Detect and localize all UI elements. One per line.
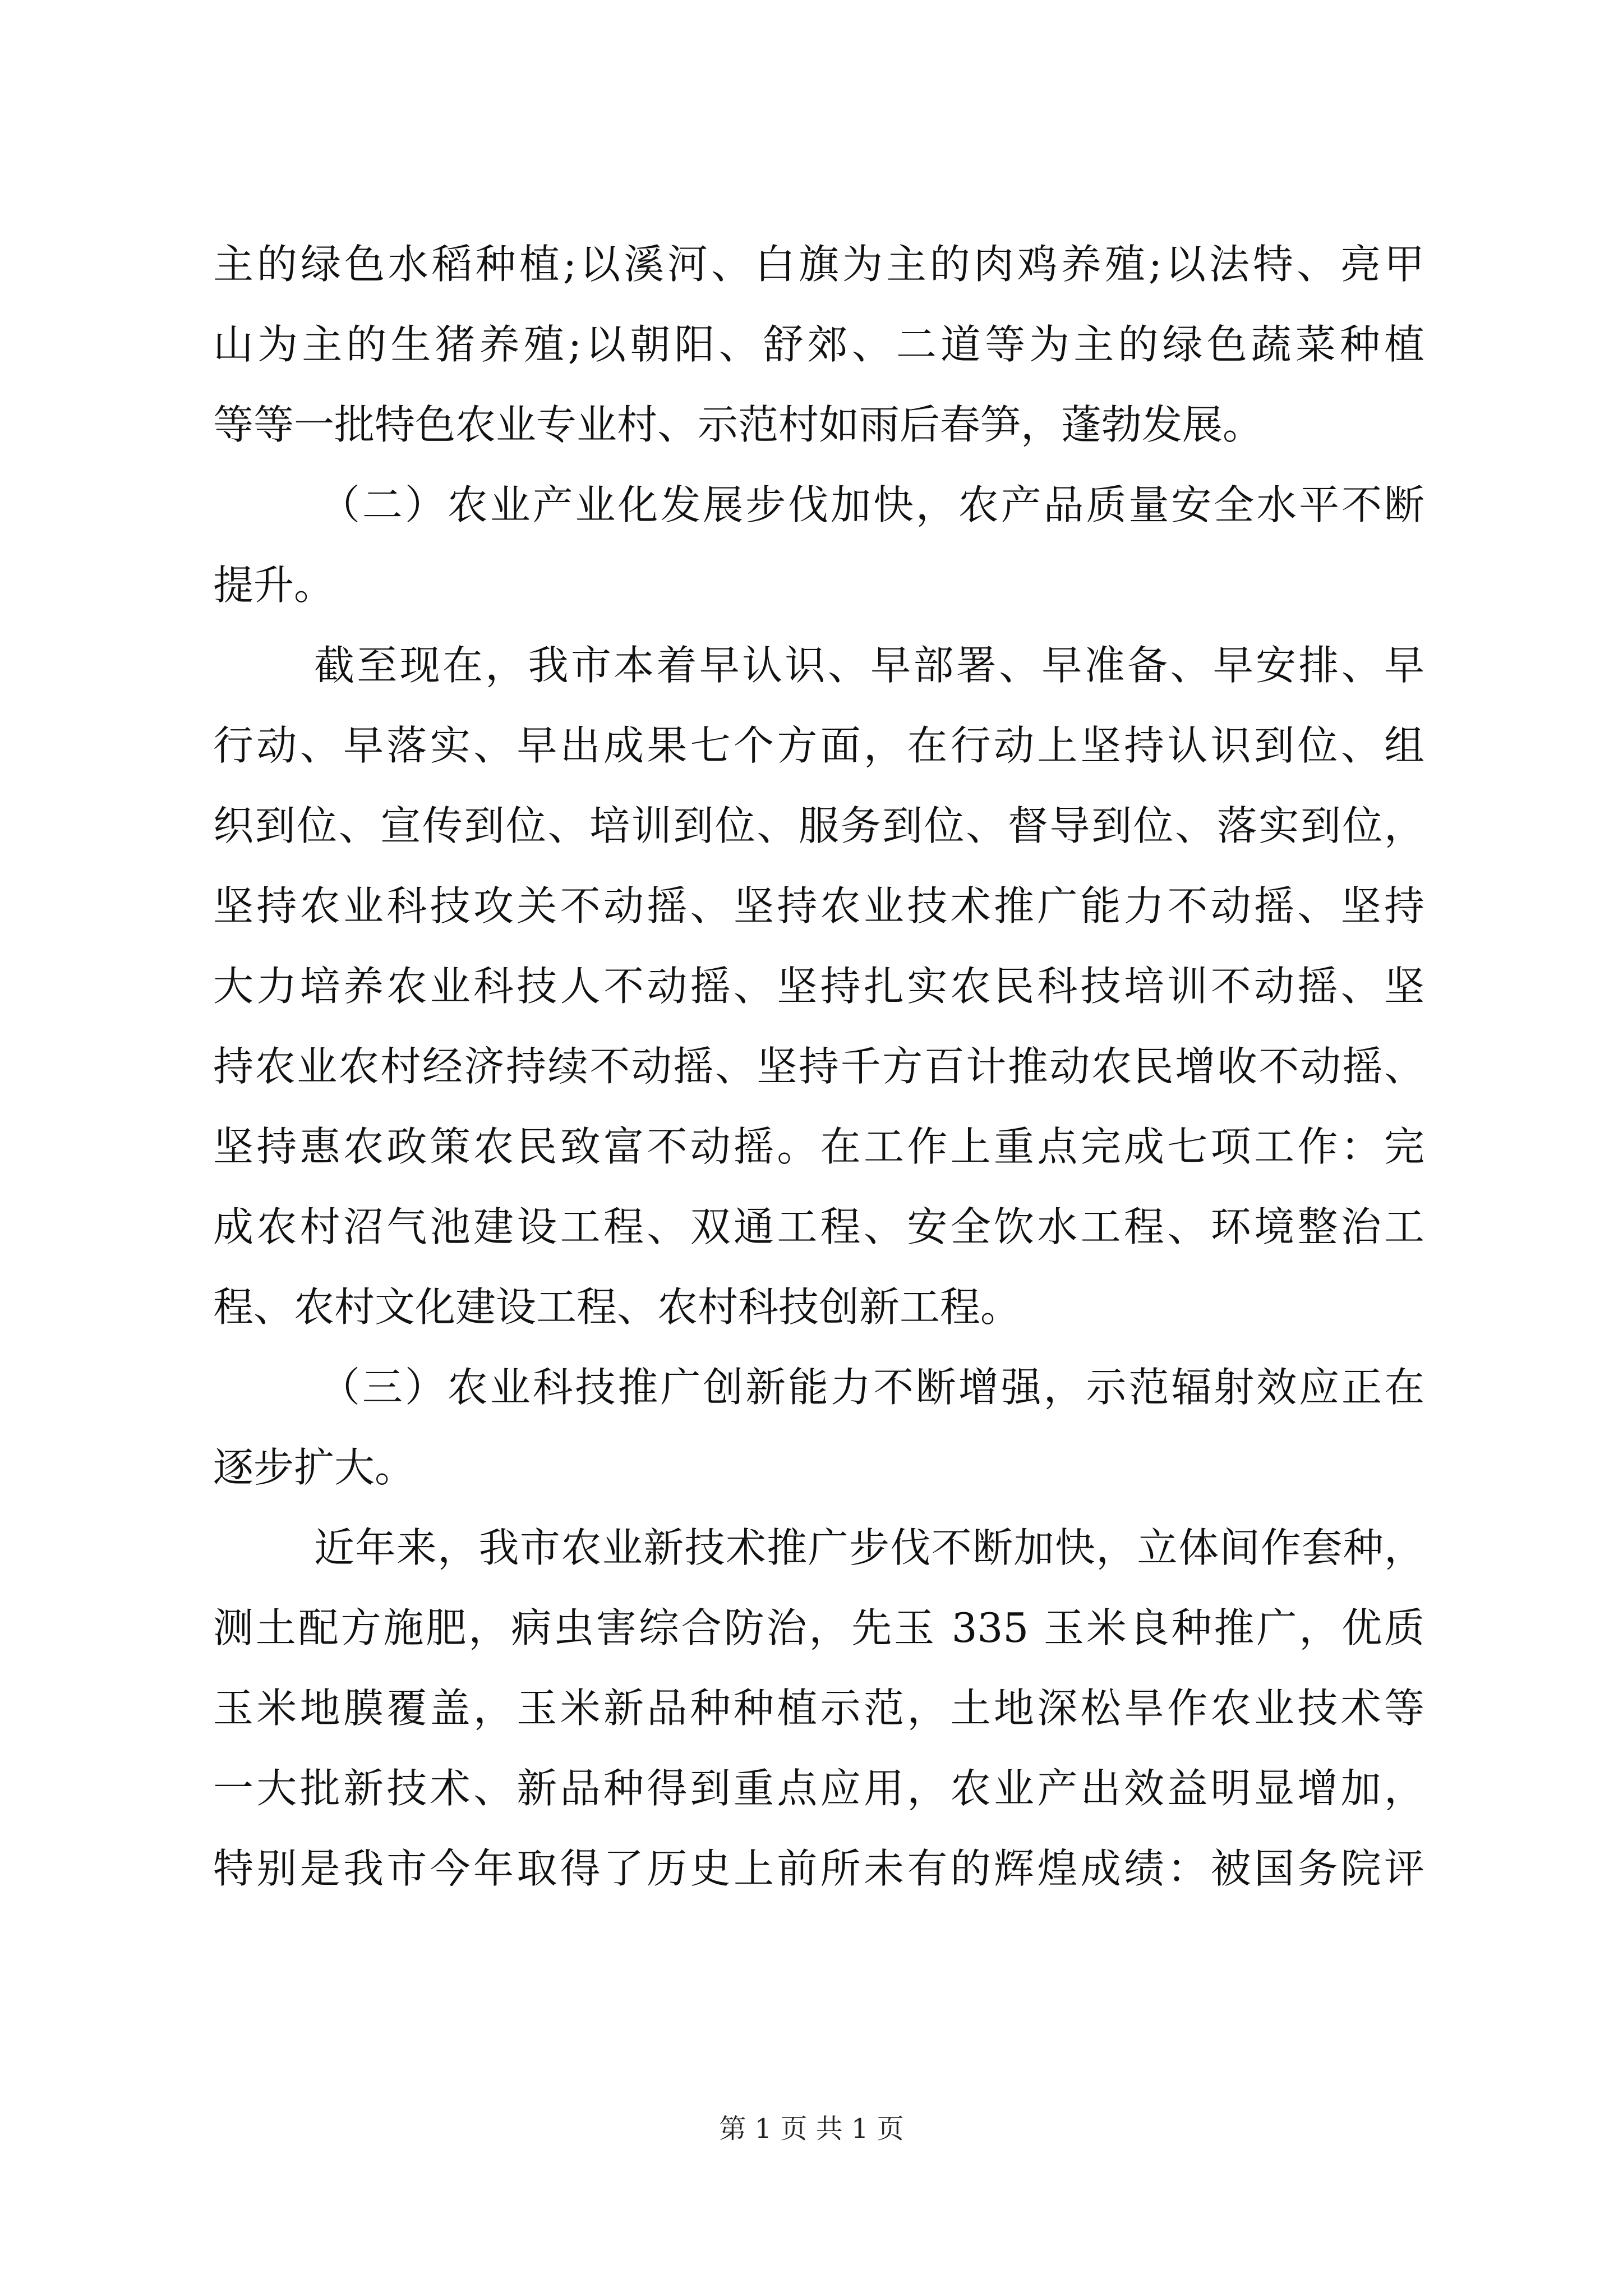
text-line: 坚持农业科技攻关不动摇、坚持农业技术推广能力不动摇、坚持 [213, 882, 1424, 930]
text-line: 大力培养农业科技人不动摇、坚持扎实农民科技培训不动摇、坚 [213, 963, 1424, 1010]
text-line: 测土配方施肥，病虫害综合防治，先玉 335 玉米良种推广，优质 [213, 1604, 1424, 1651]
text-line: 行动、早落实、早出成果七个方面，在行动上坚持认识到位、组 [213, 722, 1424, 769]
text-line: 特别是我市今年取得了历史上前所未有的辉煌成绩：被国务院评 [213, 1845, 1424, 1892]
document-body [213, 224, 1424, 1909]
text-line: 坚持惠农政策农民致富不动摇。在工作上重点完成七项工作：完 [213, 1123, 1424, 1170]
section-heading-line: 逐步扩大。 [213, 1444, 416, 1491]
text-line: 织到位、宣传到位、培训到位、服务到位、督导到位、落实到位， [213, 802, 1424, 849]
section-heading-line: 提升。 [213, 562, 335, 609]
text-line: 程、农村文化建设工程、农村科技创新工程。 [213, 1283, 1021, 1331]
text-line: 山为主的生猪养殖;以朝阳、舒郊、二道等为主的绿色蔬菜种植 [213, 321, 1424, 368]
text-line: 成农村沼气池建设工程、双通工程、安全饮水工程、环境整治工 [213, 1203, 1424, 1250]
page-number-label: 第 1 页 共 1 页 [719, 2113, 904, 2145]
section-heading-line: （二）农业产业化发展步伐加快，农产品质量安全水平不断 [320, 481, 1424, 528]
text-line: 主的绿色水稻种植;以溪河、白旗为主的肉鸡养殖;以法特、亮甲 [213, 241, 1424, 288]
text-line: 持农业农村经济持续不动摇、坚持千方百计推动农民增收不动摇、 [213, 1043, 1424, 1090]
text-line: 玉米地膜覆盖，玉米新品种种植示范，土地深松旱作农业技术等 [213, 1685, 1424, 1732]
text-line: 近年来，我市农业新技术推广步伐不断加快，立体间作套种， [314, 1524, 1424, 1571]
page-footer [0, 2112, 1623, 2146]
section-heading-line: （三）农业科技推广创新能力不断增强，示范辐射效应正在 [320, 1364, 1424, 1411]
text-line: 截至现在，我市本着早认识、早部署、早准备、早安排、早 [314, 642, 1424, 689]
text-line: 一大批新技术、新品种得到重点应用，农业产出效益明显增加， [213, 1765, 1424, 1812]
text-line: 等等一批特色农业专业村、示范村如雨后春笋，蓬勃发展。 [213, 401, 1264, 448]
